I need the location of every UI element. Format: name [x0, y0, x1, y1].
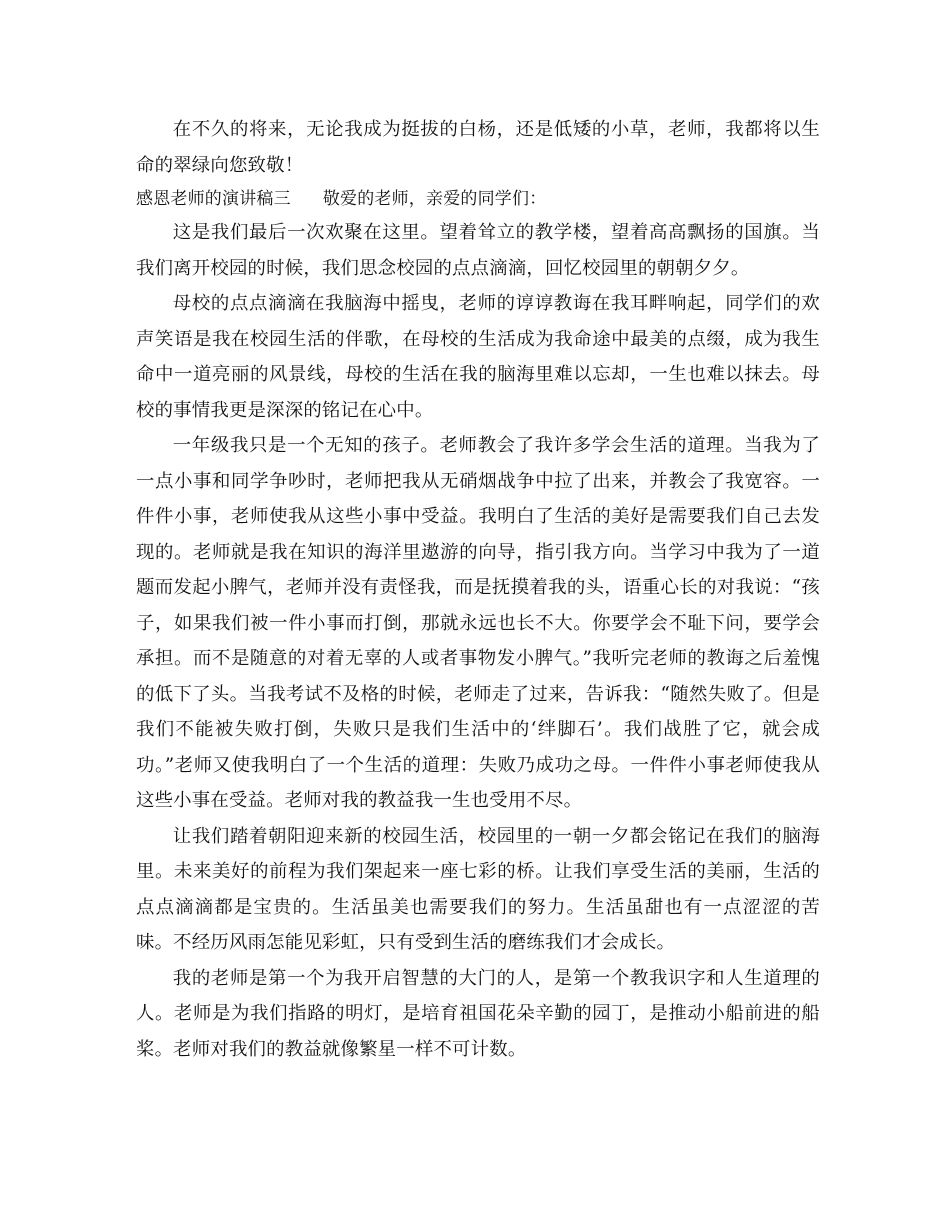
document-body — [136, 112, 820, 1067]
speech-heading-line — [136, 183, 820, 215]
paragraph-1: 这是我们最后一次欢聚在这里。望着耸立的教学楼，望着高高飘扬的国旗。当我们离开校园的时候，我们思念校园的点点滴滴，回忆校园里的朝朝夕夕。 — [136, 222, 820, 279]
speech-greeting: 敬爱的老师，亲爱的同学们： — [322, 189, 547, 209]
paragraph-intro: 在不久的将来，无论我成为挺拔的白杨，还是低矮的小草，老师，我都将以生命的翠绿向您致敬！ — [136, 119, 820, 176]
paragraph-2: 母校的点点滴滴在我脑海中摇曳，老师的谆谆教诲在我耳畔响起，同学们的欢声笑语是我在校园生活的伴歌，在母校的生活成为我命途中最美的点缀，成为我生命中一道亮丽的风景线，母校的生活在我的脑海里难以忘却，一生也难以抹去。母校的事情我更是深深的铭记在心中。 — [136, 293, 820, 421]
paragraph-5: 我的老师是第一个为我开启智慧的大门的人，是第一个教我识字和人生道理的人。老师是为我们指路的明灯，是培育祖国花朵辛勤的园丁，是推动小船前进的船桨。老师对我们的教益就像繁星一样不可计数。 — [136, 967, 820, 1060]
paragraph-3: 一年级我只是一个无知的孩子。老师教会了我许多学会生活的道理。当我为了一点小事和同学争吵时，老师把我从无硝烟战争中拉了出来，并教会了我宽容。一件件小事，老师使我从这些小事中受益。我明白了生活的美好是需要我们自己去发现的。老师就是我在知识的海洋里遨游的向导，指引我方向。当学习中我为了一道题而发起小脾气，老师并没有责怪我，而是抚摸着我的头，语重心长的对我说：“孩子，如果我们被一件小事而打倒，那就永远也长不大。你要学会不耻下问，要学会承担。而不是随意的对着无辜的人或者事物发小脾气。”我听完老师的教诲之后羞愧的低下了头。当我考试不及格的时候，老师走了过来，告诉我：“随然失败了。但是我们不能被失败打倒，失败只是我们生活中的‘绊脚石’。我们战胜了它，就会成功。”老师又使我明白了一个生活的道理：失败乃成功之母。一件件小事老师使我从这些小事在受益。老师对我的教益我一生也受用不尽。 — [136, 435, 820, 811]
paragraph-4: 让我们踏着朝阳迎来新的校园生活，校园里的一朝一夕都会铭记在我们的脑海里。未来美好的前程为我们架起来一座七彩的桥。让我们享受生活的美丽，生活的点点滴滴都是宝贵的。生活虽美也需要我们的努力。生活虽甜也有一点涩涩的苦味。不经历风雨怎能见彩虹，只有受到生活的磨练我们才会成长。 — [136, 825, 820, 953]
speech-title: 感恩老师的演讲稿三 — [136, 189, 291, 209]
